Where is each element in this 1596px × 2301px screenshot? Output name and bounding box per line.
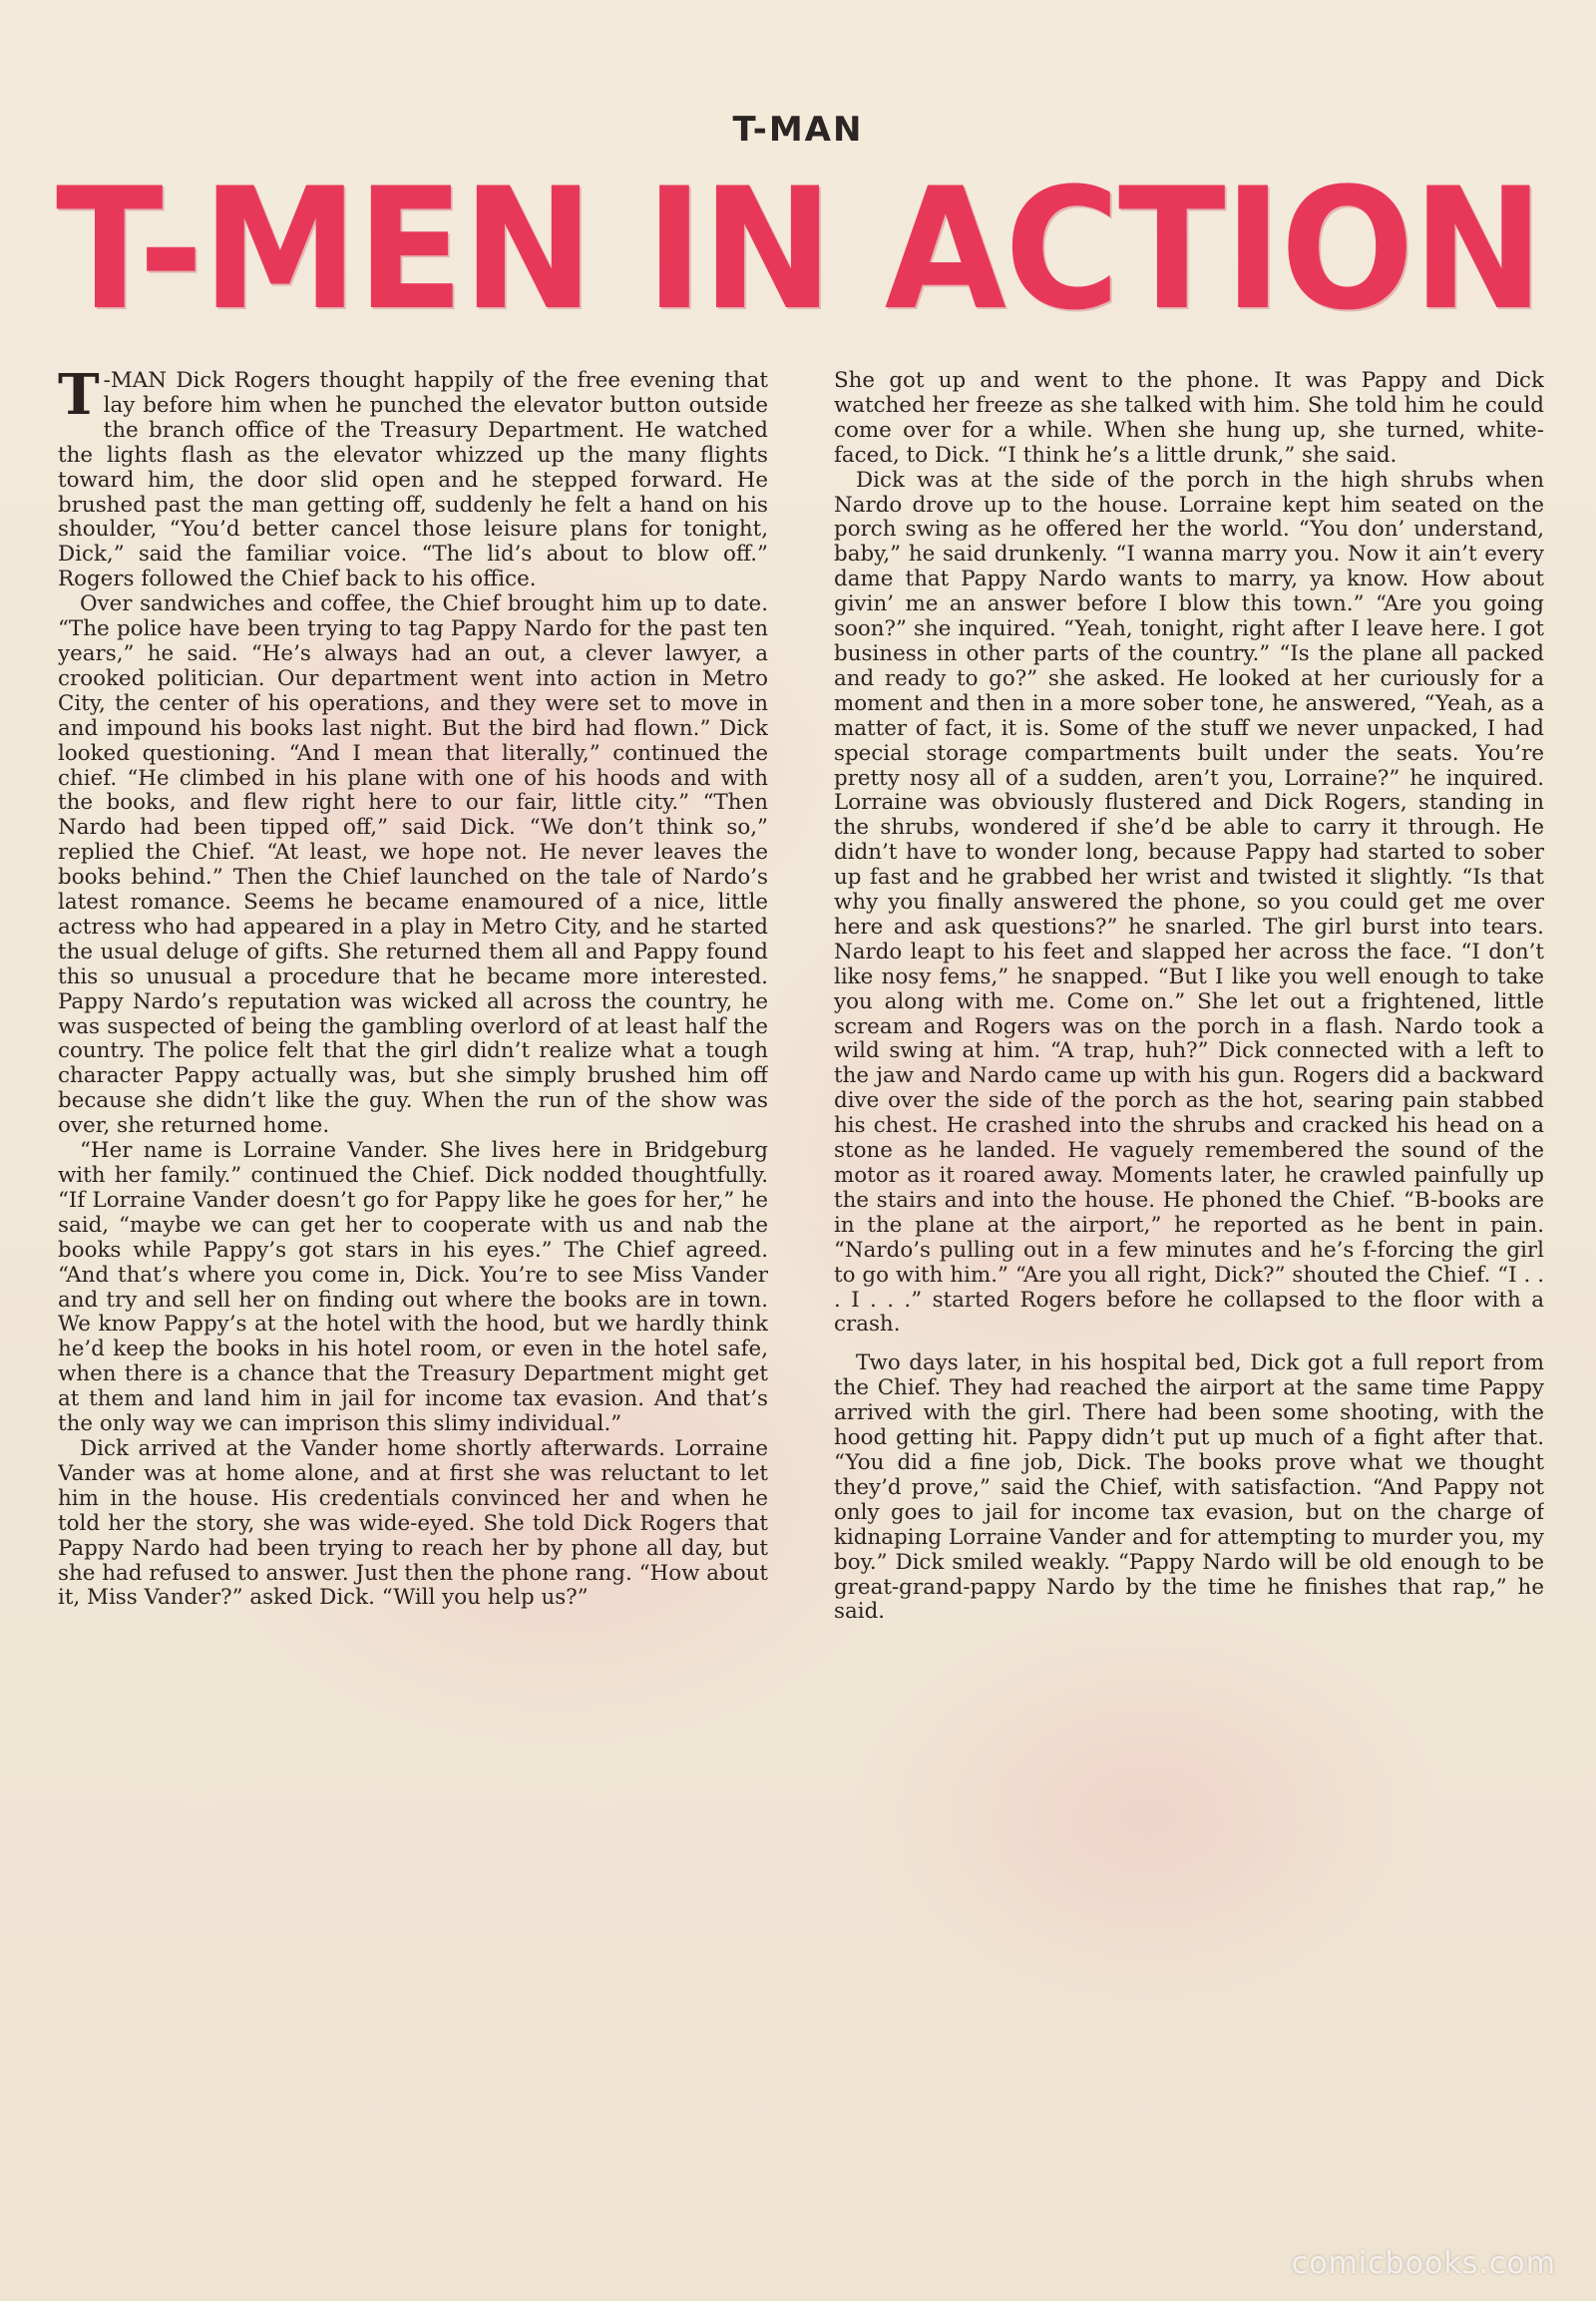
- story-paragraph-7: Two days later, in his hospital bed, Dick got a full report from the Chief. They had reached the airport at the same time Pappy arrived with the girl. There had been some shooting, with the hood getting hit. Pappy didn’t put up much of a fight after that. “You did a fine job, Dick. The books prove what we thought they’d prove,” said the Chief, with satisfaction. “And Pappy not only goes to jail for income tax evasion, but on the charge of kidnaping Lorraine Vander and for attempting to murder you, my boy.” Dick smiled weakly. “Pappy Nardo will be old enough to be great-grand-pappy Nardo by the time he finishes that rap,” he said.: [834, 1350, 1544, 1625]
- story-paragraph-2: Over sandwiches and coffee, the Chief brought him up to date. “The police have been trying to tag Pappy Nardo for the past ten years,” he said. “He’s always had an out, a clever lawyer, a crooked politician. Our department went into action in Metro City, the center of his operations, and they were set to move in and impound his books last night. But the bird had flown.” Dick looked questioning. “And I mean that literally,” continued the chief. “He climbed in his plane with one of his hoods and with the books, and flew right here to our fair, little city.” “Then Nardo had been tipped off,” said Dick. “We don’t think so,” replied the Chief. “At least, we hope not. He never leaves the books behind.” Then the Chief launched on the tale of Nardo’s latest romance. Seems he became enamoured of a nice, little actress who had appeared in a play in Metro City, and he started the usual deluge of gifts. She returned them all and Pappy found this so unusual a procedure that he became more interested. Pappy Nardo’s reputation was wicked all across the country, he was suspected of being the gambling overlord of at least half the country. The police felt that the girl didn’t realize what a tough character Pappy actually was, but she simply brushed him off because she didn’t like the guy. When the run of the show was over, she returned home.: [58, 591, 768, 1139]
- story-paragraph-4: Dick arrived at the Vander home shortly afterwards. Lorraine Vander was at home alone, and at first she was reluctant to let him in the house. His credentials convinced her and when he told her the story, she was wide-eyed. She told Dick Rogers that Pappy Nardo had been trying to reach her by phone all day, but she had refused to answer. Just then the phone rang. “How about it, Miss Vander?” asked Dick. “Will you help us?”: [58, 1435, 768, 1611]
- story-paragraph-3: “Her name is Lorraine Vander. She lives here in Bridgeburg with her family.” continued the Chief. Dick nodded thoughtfully. “If Lorraine Vander doesn’t go for Pappy like he goes for her,” he said, “maybe we can get her to cooperate with us and nab the books while Pappy’s got stars in his eyes.” The Chief agreed. “And that’s where you come in, Dick. You’re to see Miss Vander and try and sell her on finding out where the books are in town. We know Pappy’s at the hotel with the hood, but we hardly think he’d keep the books in his hotel room, or even in the hotel safe, when there is a chance that the Treasury Department might get at them and land him in jail for income tax evasion. And that’s the only way we can imprison this slimy individual.”: [58, 1138, 768, 1437]
- story-title: T-MEN IN ACTION: [56, 152, 1543, 347]
- story-paragraph-1: [58, 369, 768, 592]
- story-paragraph-1-text: -MAN Dick Rogers thought happily of the free evening that lay before him when he punched the elevator button outside the branch office of the Treasury Department. He watched the lights flash as the elevator whizzed up the many flights toward him, the door slid open and he stepped forward. He brushed past the man getting off, suddenly he felt a hand on his shoulder, “You’d better cancel those leisure plans for tonight, Dick,” said the familiar voice. “The lid’s about to blow off.” Rogers followed the Chief back to his office.: [58, 369, 768, 592]
- drop-cap: T: [58, 369, 100, 428]
- watermark: comicbooks.com: [1291, 2246, 1556, 2281]
- story-paragraph-5: She got up and went to the phone. It was Pappy and Dick watched her freeze as she talked with him. She told him he could come over for a while. When she hung up, she turned, white-faced, to Dick. “I think he’s a little drunk,” she said.: [834, 369, 1544, 468]
- text-column-left: [58, 369, 768, 2244]
- text-column-right: [834, 369, 1544, 2244]
- story-paragraph-6: Dick was at the side of the porch in the high shrubs when Nardo drove up to the house. Lorraine kept him seated on the porch swing as he offered her the world. “You don’ understand, baby,” he said drunkenly. “I wanna marry you. Now it ain’t every dame that Pappy Nardo wants to marry, ya know. How about givin’ me an answer before I blow this town.” “Are you going soon?” she inquired. “Yeah, tonight, right after I leave here. I got business in other parts of the country.” “Is the plane all packed and ready to go?” she asked. He looked at her curiously for a moment and then in a more sober tone, he answered, “Yeah, as a matter of fact, it is. Some of the stuff we never unpacked, I had special storage compartments built under the seats. You’re pretty nosy all of a sudden, aren’t you, Lorraine?” he inquired. Lorraine was obviously flustered and Dick Rogers, standing in the shrubs, wondered if she’d be able to carry it through. He didn’t have to wonder long, because Pappy had started to sober up fast and he grabbed her wrist and twisted it slightly. “Is that why you finally answered the phone, so you could get me over here and ask questions?” he snarled. The girl burst into tears. Nardo leapt to his feet and slapped her across the face. “I don’t like nosy fems,” he snapped. “But I like you well enough to take you along with me. Come on.” She let out a frightened, little scream and Rogers was on the porch in a flash. Nardo took a wild swing at him. “A trap, huh?” Dick connected with a left to the jaw and Nardo came up with his gun. Rogers did a backward dive over the side of the porch as the hot, searing pain stabbed his chest. He crashed into the shrubs and cracked his head on a stone as he landed. He vaguely remembered the sound of the motor as it roared away. Moments later, he crawled painfully up the stairs and into the house. He phoned the Chief. “B-books are in the plane at the airport,” he reported as he bent in pain. “Nardo’s pulling out in a few minutes and he’s f-forcing the girl to go with him.” “Are you all right, Dick?” shouted the Chief. “I . . . I . . .” started Rogers before he collapsed to the floor with a crash.: [834, 467, 1544, 1338]
- running-head: T-MAN: [732, 110, 864, 150]
